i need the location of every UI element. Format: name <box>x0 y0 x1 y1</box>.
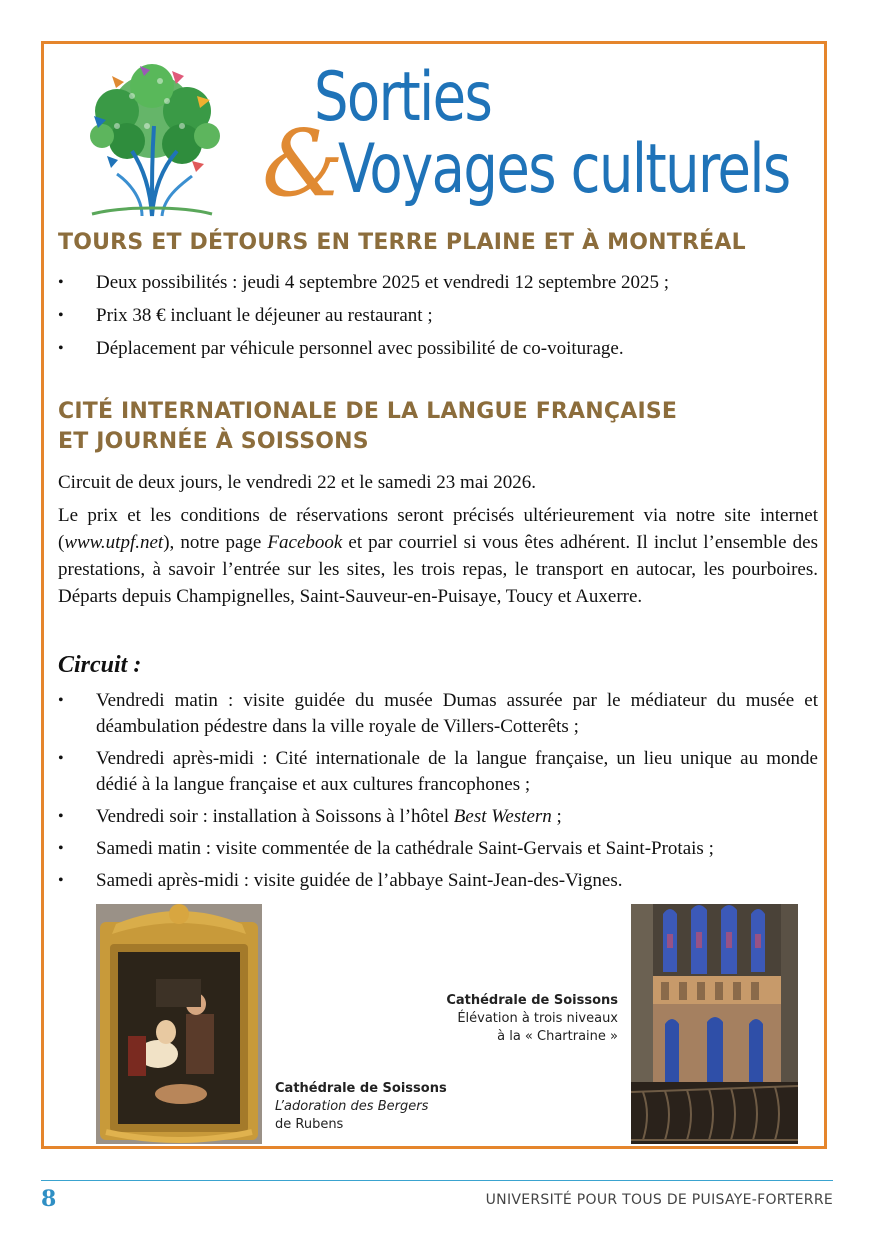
caption-right <box>400 992 618 1046</box>
cathedral-photo <box>631 904 798 1144</box>
section1-list <box>58 270 818 362</box>
list-item: • Vendredi après-midi : Cité internationale de la langue française, un lieu unique au monde dédié à la langue française et aux cultures francophones ; <box>58 746 818 798</box>
section2-intro: Circuit de deux jours, le vendredi 22 et le samedi 23 mai 2026. <box>58 472 537 493</box>
circuit-soir-part1: Vendredi soir : installation à Soissons à l’hôtel <box>96 806 454 827</box>
caption-left-title: Cathédrale de Soissons <box>275 1081 447 1096</box>
circuit-soir-part2: ; <box>551 806 562 827</box>
footer-divider <box>41 1180 833 1181</box>
list-item: • Samedi matin : visite commentée de la cathédrale Saint-Gervais et Saint-Protais ; <box>58 836 818 862</box>
section1-title: TOURS ET DÉTOURS EN TERRE PLAINE ET À MONTRÉAL <box>58 230 746 255</box>
section2-title <box>58 397 677 457</box>
caption-right-line2: à la « Chartraine » <box>497 1029 618 1044</box>
list-item: • Prix 38 € incluant le déjeuner au restaurant ; <box>58 303 818 329</box>
tree-logo <box>72 56 232 221</box>
list-item: • Vendredi matin : visite guidée du musée Dumas assurée par le médiateur du musée et déambulation pédestre dans la ville royale de Villers-Cotterêts ; <box>58 688 818 740</box>
facebook-text: Facebook <box>267 532 343 553</box>
footer-organization: UNIVERSITÉ POUR TOUS DE PUISAYE-FORTERRE <box>485 1192 833 1208</box>
circuit-title: Circuit : <box>58 652 142 678</box>
caption-right-title: Cathédrale de Soissons <box>446 993 618 1008</box>
website-link[interactable]: www.utpf.net <box>64 532 164 553</box>
list-item: • Déplacement par véhicule personnel avec possibilité de co-voiturage. <box>58 336 818 362</box>
brand-line2: Voyages culturels <box>338 130 790 209</box>
para-part3: et par courriel si vous êtes adhérent. Il inclut l’ensemble des prestations, à savoir l’entrée sur les sites, les trois repas, le transport en autocar, les pourboires. Départs depuis Champignelles, Saint-Sauveur-en-Puisaye, Toucy et Auxerre. <box>58 532 818 607</box>
list-item <box>58 804 818 830</box>
caption-left-line2: de Rubens <box>275 1117 344 1132</box>
painting-photo <box>96 904 262 1144</box>
section2-paragraph <box>58 502 818 610</box>
caption-left <box>275 1080 475 1134</box>
list-item: • Samedi après-midi : visite guidée de l’abbaye Saint-Jean-des-Vignes. <box>58 868 818 894</box>
page-number: 8 <box>41 1186 57 1212</box>
brand-line1: Sorties <box>314 58 492 137</box>
brand-ampersand: & <box>262 110 344 217</box>
para-part2: ), notre page <box>163 532 268 553</box>
para-part1: Le prix et les conditions de réservations seront précisés ultérieurement via notre site internet ( <box>58 505 818 553</box>
section2-title-line1: CITÉ INTERNATIONALE DE LA LANGUE FRANÇAISE <box>58 399 678 424</box>
hotel-name: Best Western <box>453 806 552 827</box>
caption-left-line1: L’adoration des Bergers <box>275 1099 429 1114</box>
list-item: • Deux possibilités : jeudi 4 septembre 2025 et vendredi 12 septembre 2025 ; <box>58 270 818 296</box>
section2-title-line2: ET JOURNÉE À SOISSONS <box>58 429 369 454</box>
brand-title <box>262 58 790 218</box>
caption-right-line1: Élévation à trois niveaux <box>457 1011 618 1026</box>
circuit-list <box>58 688 818 894</box>
